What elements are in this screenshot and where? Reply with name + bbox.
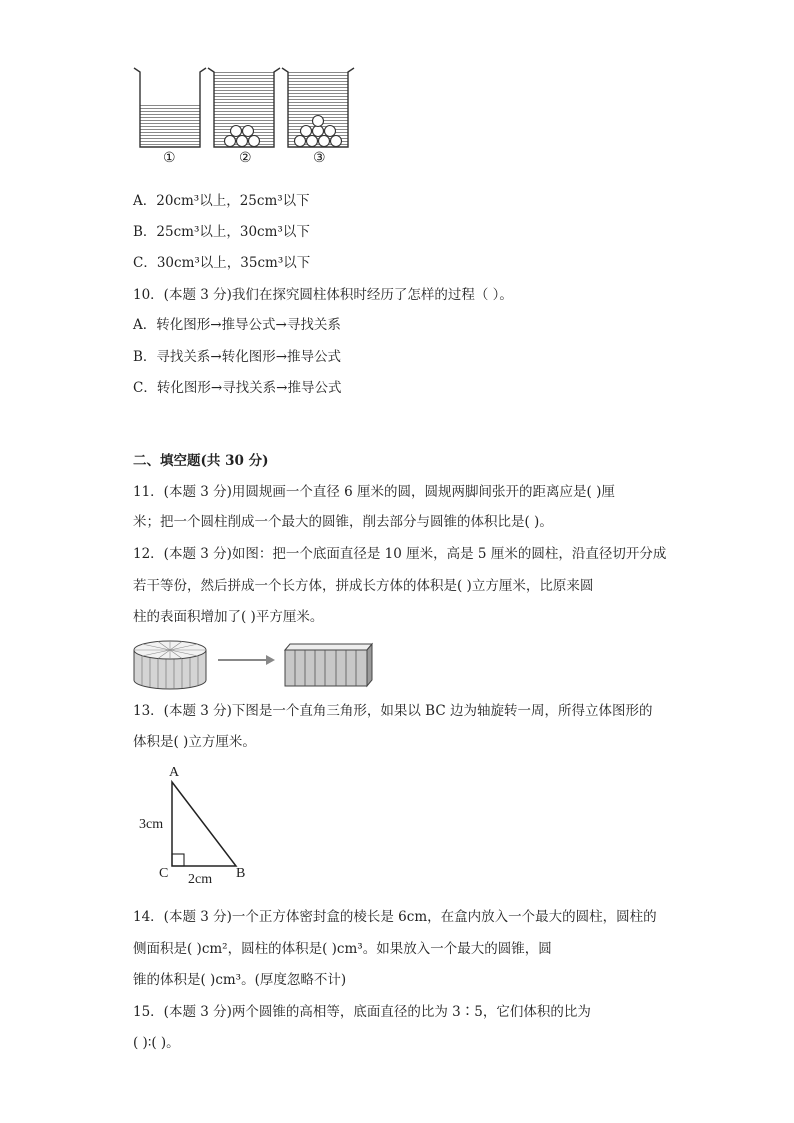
- arrow: [218, 655, 275, 665]
- q14-line-1: 14．(本题 3 分)一个正方体密封盒的棱长是 6cm，在盒内放入一个最大的圆柱，圆柱的: [133, 909, 657, 925]
- beaker-2: [208, 68, 280, 147]
- q10-stem: 10．(本题 3 分)我们在探究圆柱体积时经历了怎样的过程（ ）。: [133, 287, 513, 303]
- vertex-b-label: B: [236, 866, 246, 881]
- beaker-2-label: ②: [239, 151, 252, 166]
- q10-option-a: A．转化图形→推导公式→寻找关系: [133, 317, 341, 333]
- q13-line-2: 体积是( )立方厘米。: [133, 734, 256, 750]
- q14-line-2: 侧面积是( )cm²，圆柱的体积是( )cm³。如果放入一个最大的圆锥，圆: [133, 941, 552, 957]
- q15-line-2: ( )∶( )。: [133, 1035, 180, 1051]
- cuboid: [285, 644, 372, 686]
- side-cb-label: 2cm: [188, 872, 213, 887]
- q12-line-1: 12．(本题 3 分)如图：把一个底面直径是 10 厘米，高是 5 厘米的圆柱，沿直径切开分成: [133, 546, 667, 562]
- q9-option-a: A．20cm³以上，25cm³以下: [133, 193, 310, 209]
- q12-line-2: 若干等份，然后拼成一个长方体，拼成长方体的体积是( )立方厘米，比原来圆: [133, 578, 594, 594]
- q11-line-1: 11．(本题 3 分)用圆规画一个直径 6 厘米的圆，圆规两脚间张开的距离应是( )厘: [133, 484, 615, 500]
- section-title: 二、填空题(共 30 分): [133, 453, 269, 469]
- beaker-3-label: ③: [313, 151, 326, 166]
- cylinder: [134, 641, 206, 689]
- q11-line-2: 米；把一个圆柱削成一个最大的圆锥，削去部分与圆锥的体积比是( )。: [133, 514, 553, 530]
- q10-option-b: B．寻找关系→转化图形→推导公式: [133, 349, 342, 365]
- q15-line-1: 15．(本题 3 分)两个圆锥的高相等，底面直径的比为 3∶5，它们体积的比为: [133, 1004, 591, 1020]
- cylinder-cuboid-figure: [130, 636, 400, 692]
- beaker-1-label: ①: [163, 151, 176, 166]
- q9-option-c: C．30cm³以上，35cm³以下: [133, 255, 311, 271]
- q14-line-3: 锥的体积是( )cm³。(厚度忽略不计): [133, 972, 347, 988]
- q12-line-3: 柱的表面积增加了( )平方厘米。: [133, 609, 324, 625]
- q9-option-b: B．25cm³以上，30cm³以下: [133, 224, 310, 240]
- beaker-1: [134, 68, 206, 147]
- beaker-3: [282, 68, 354, 147]
- q10-option-c: C．转化图形→寻找关系→推导公式: [133, 380, 342, 396]
- vertex-a-label: A: [169, 765, 180, 780]
- q13-line-1: 13．(本题 3 分)下图是一个直角三角形，如果以 BC 边为轴旋转一周，所得立体图形的: [133, 703, 653, 719]
- vertex-c-label: C: [159, 866, 169, 881]
- side-ac-label: 3cm: [139, 817, 164, 832]
